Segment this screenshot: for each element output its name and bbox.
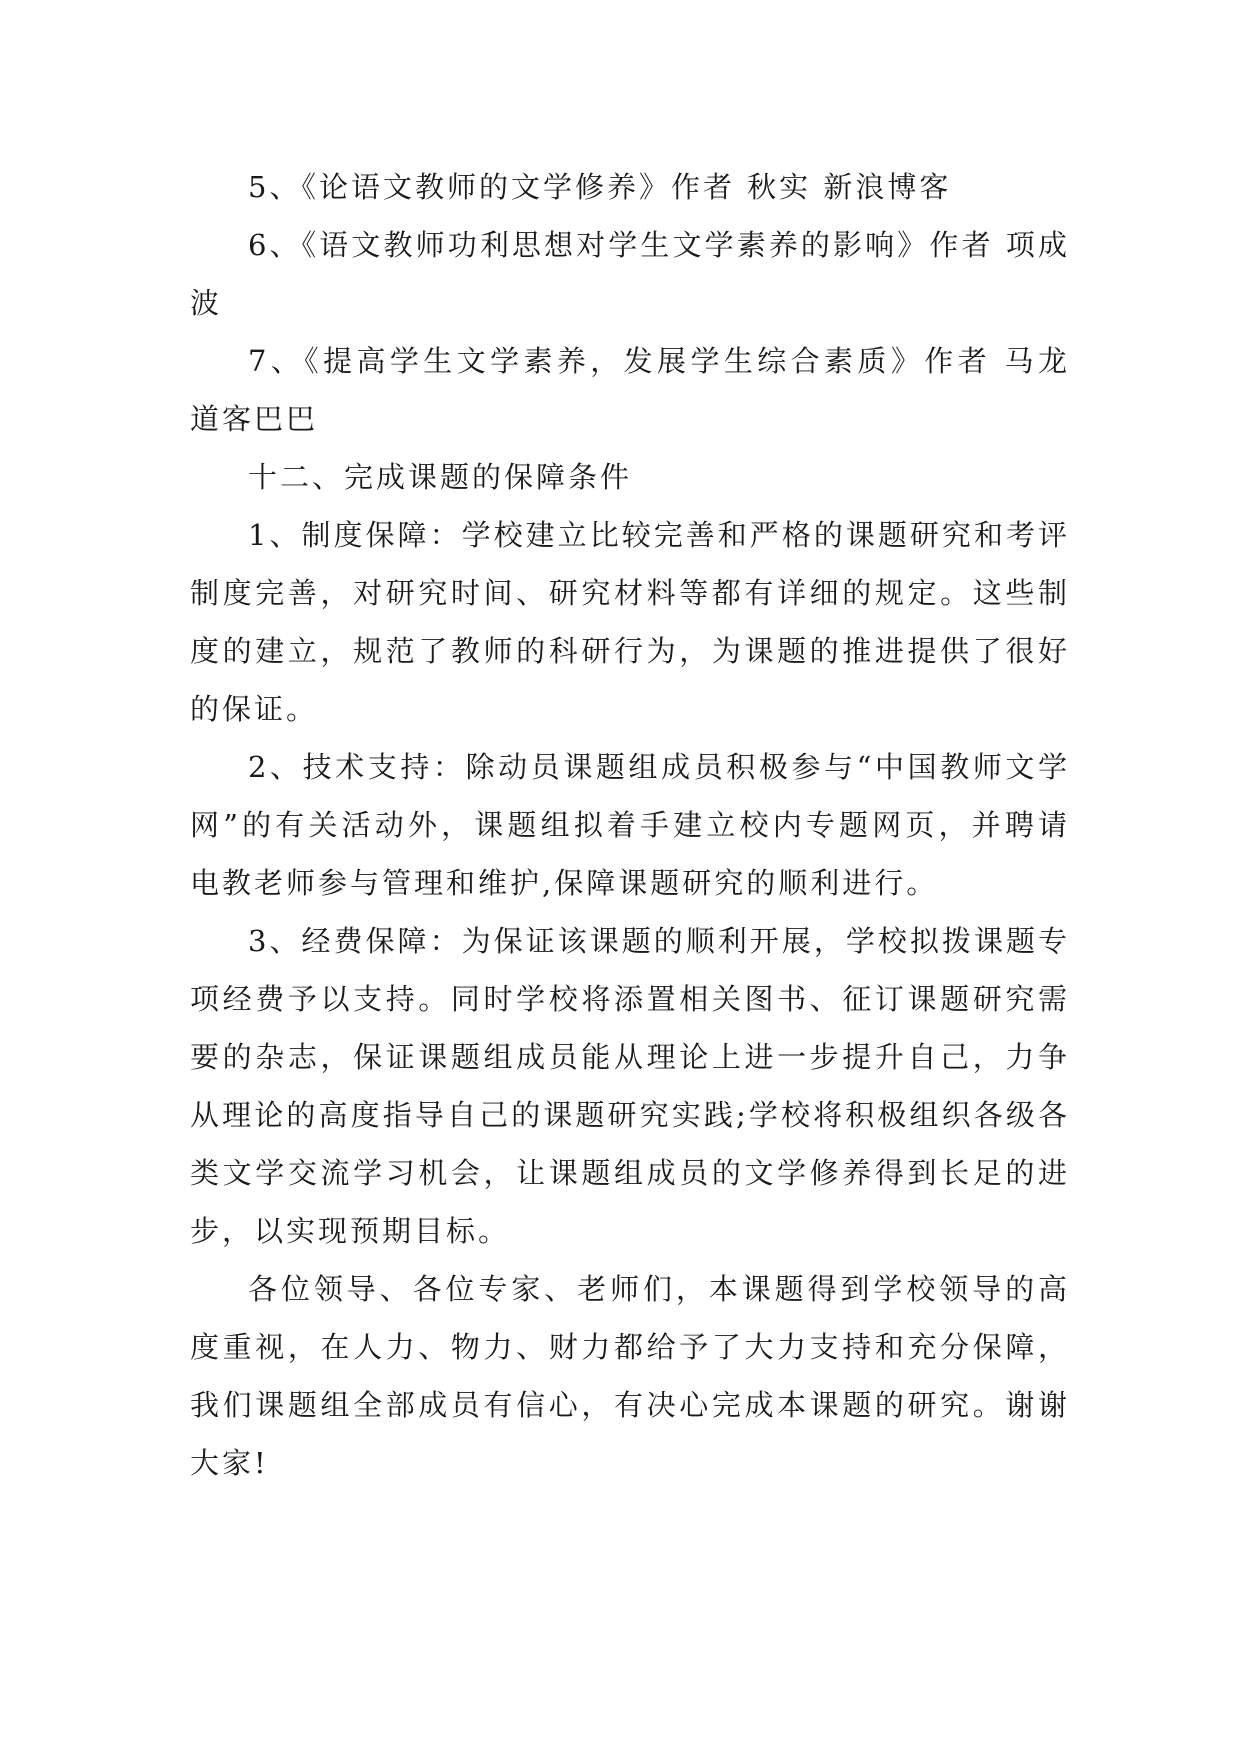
reference-item-6: 6、《语文教师功利思想对学生文学素养的影响》作者 项成波	[190, 228, 1070, 320]
paragraph-technical-support: 2、技术支持：除动员课题组成员积极参与“中国教师文学网”的有关活动外，课题组拟着手建立校内专题网页，并聘请电教老师参与管理和维护,保障课题研究的顺利进行。	[190, 750, 1070, 900]
paragraph-funding-guarantee: 3、经费保障：为保证该课题的顺利开展，学校拟拨课题专项经费予以支持。同时学校将添置相关图书、征订课题研究需要的杂志，保证课题组成员能从理论上进一步提升自己，力争从理论的高度指导自己的课题研究实践;学校将积极组织各级各类文学交流学习机会，让课题组成员的文学修养得到长足的进步，以实现预期目标。	[190, 924, 1070, 1248]
document-body	[190, 158, 1070, 1492]
reference-item-7: 7、《提高学生文学素养，发展学生综合素质》作者 马龙 道客巴巴	[190, 344, 1070, 436]
section-heading: 十二、完成课题的保障条件	[248, 460, 633, 494]
paragraph-system-guarantee: 1、制度保障：学校建立比较完善和严格的课题研究和考评制度完善，对研究时间、研究材料等都有详细的规定。这些制度的建立，规范了教师的科研行为，为课题的推进提供了很好的保证。	[190, 518, 1070, 726]
paragraph-closing-remarks: 各位领导、各位专家、老师们，本课题得到学校领导的高度重视，在人力、物力、财力都给予了大力支持和充分保障，我们课题组全部成员有信心，有决心完成本课题的研究。谢谢大家!	[190, 1272, 1070, 1480]
reference-item-5: 5、《论语文教师的文学修养》作者 秋实 新浪博客	[248, 170, 952, 204]
